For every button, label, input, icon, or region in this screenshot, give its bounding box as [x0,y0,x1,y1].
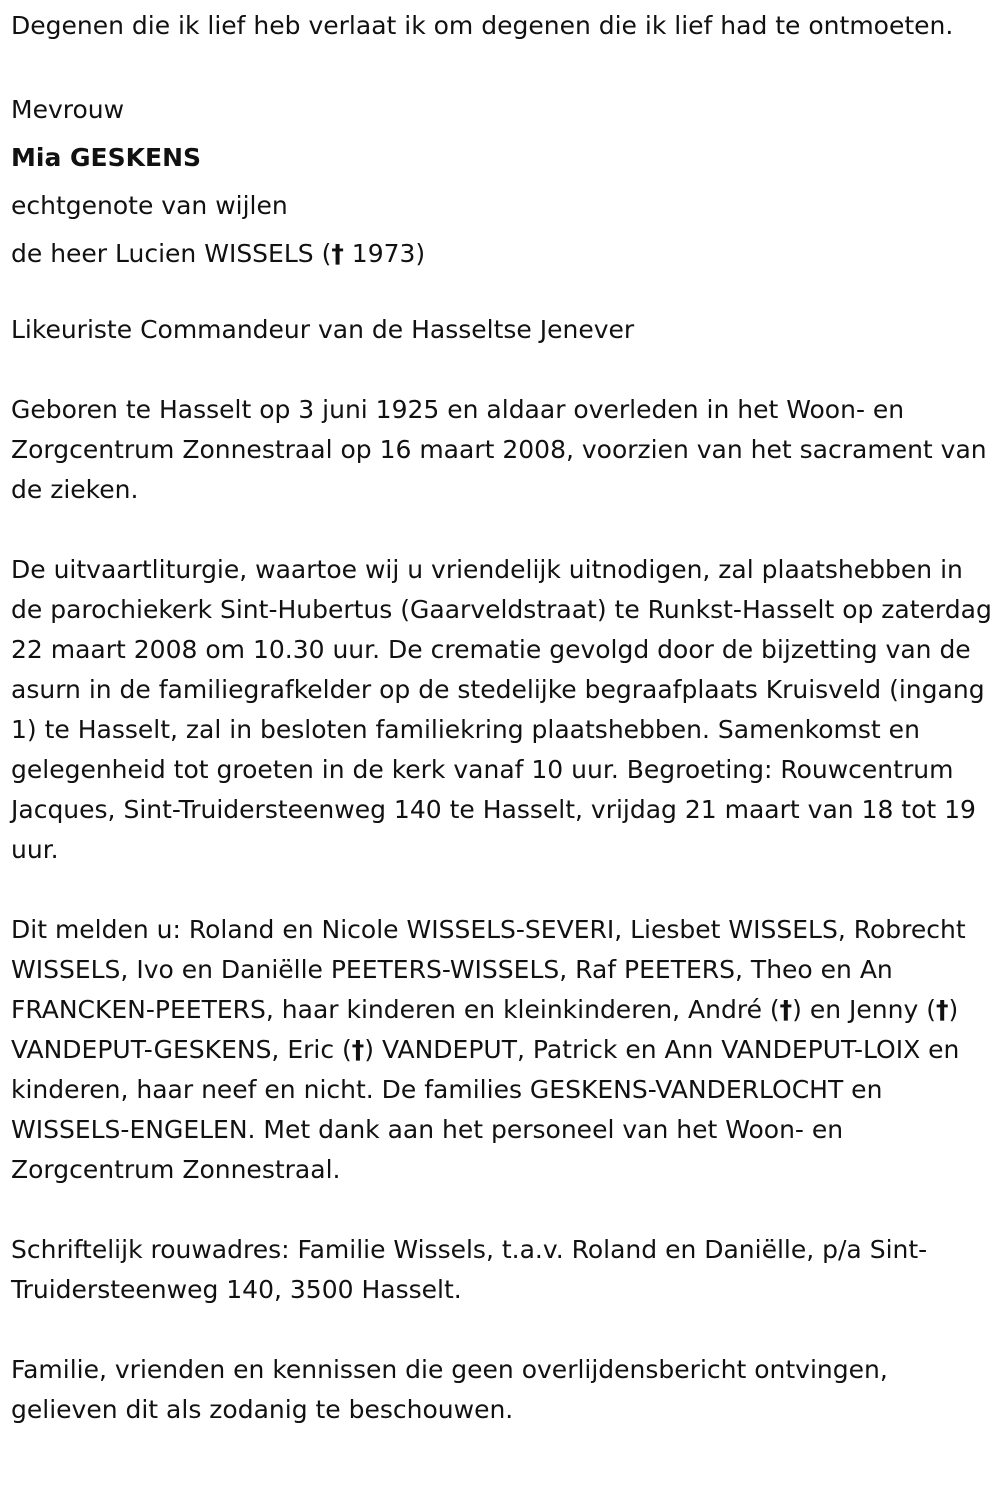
spacer [11,1190,995,1230]
spouse-line [11,230,995,278]
spacer [11,510,995,550]
cross-icon: † [935,995,949,1024]
announcers-part-1: Dit melden u: Roland en Nicole WISSELS-SEVERI, Liesbet WISSELS, Robrecht WISSELS, Ivo en Daniëlle PEETERS-WISSELS, Raf PEETERS, Theo en An FRANCKEN-PEETERS, haar kinderen en kleinkinderen, André ( [11,915,966,1024]
announcers-part-4: ) VANDEPUT, Patrick en Ann VANDEPUT-LOIX en kinderen, haar neef en nicht. De families GESKENS-VANDERLOCHT en WISSELS-ENGELEN. Met dank aan het personeel van het Woon- en Zorgcentrum Zonnestraal. [11,1035,960,1184]
funeral-paragraph: De uitvaartliturgie, waartoe wij u vriendelijk uitnodigen, zal plaatshebben in de parochiekerk Sint-Hubertus (Gaarveldstraat) te Runkst-Hasselt op zaterdag 22 maart 2008 om 10.30 uur. De crematie gevolgd door de bijzetting van de asurn in de familiegrafkelder op de stedelijke begraafplaats Kruisveld (ingang 1) te Hasselt, zal in besloten familiekring plaatshebben. Samenkomst en gelegenheid tot groeten in de kerk vanaf 10 uur. Begroeting: Rouwcentrum Jacques, Sint-Truidersteenweg 140 te Hasselt, vrijdag 21 maart van 18 tot 19 uur. [11,555,992,864]
announcers-paragraph [11,910,995,1190]
spacer [11,278,995,310]
deceased-name: Mia GESKENS [11,143,202,172]
spouse-death-year: 1973) [343,239,426,268]
death-notice [11,6,995,1430]
cross-icon: † [779,995,793,1024]
title-line: Mevrouw [11,95,125,124]
distinction-text: Likeuriste Commandeur van de Hasseltse Jenever [11,315,635,344]
address-paragraph: Schriftelijk rouwadres: Familie Wissels, t.a.v. Roland en Daniëlle, p/a Sint-Truidersteenweg 140, 3500 Hasselt. [11,1235,928,1304]
spacer [11,350,995,390]
cross-icon: † [351,1035,365,1064]
closing-paragraph: Familie, vrienden en kennissen die geen overlijdensbericht ontvingen, gelieven dit als zodanig te beschouwen. [11,1355,888,1424]
motto-text: Degenen die ik lief heb verlaat ik om degenen die ik lief had te ontmoeten. [11,11,954,40]
announcers-part-3: ) VANDEPUT-GESKENS, Eric ( [11,995,959,1064]
spouse-name: de heer Lucien WISSELS ( [11,239,332,268]
spacer [11,1310,995,1350]
cross-icon: † [331,239,344,268]
spacer [11,870,995,910]
spouse-relation: echtgenote van wijlen [11,191,288,220]
birth-death-paragraph: Geboren te Hasselt op 3 juni 1925 en aldaar overleden in het Woon- en Zorgcentrum Zonnestraal op 16 maart 2008, voorzien van het sacrament van de zieken. [11,395,987,504]
announcers-part-2: ) en Jenny ( [792,995,936,1024]
spacer [11,46,995,86]
